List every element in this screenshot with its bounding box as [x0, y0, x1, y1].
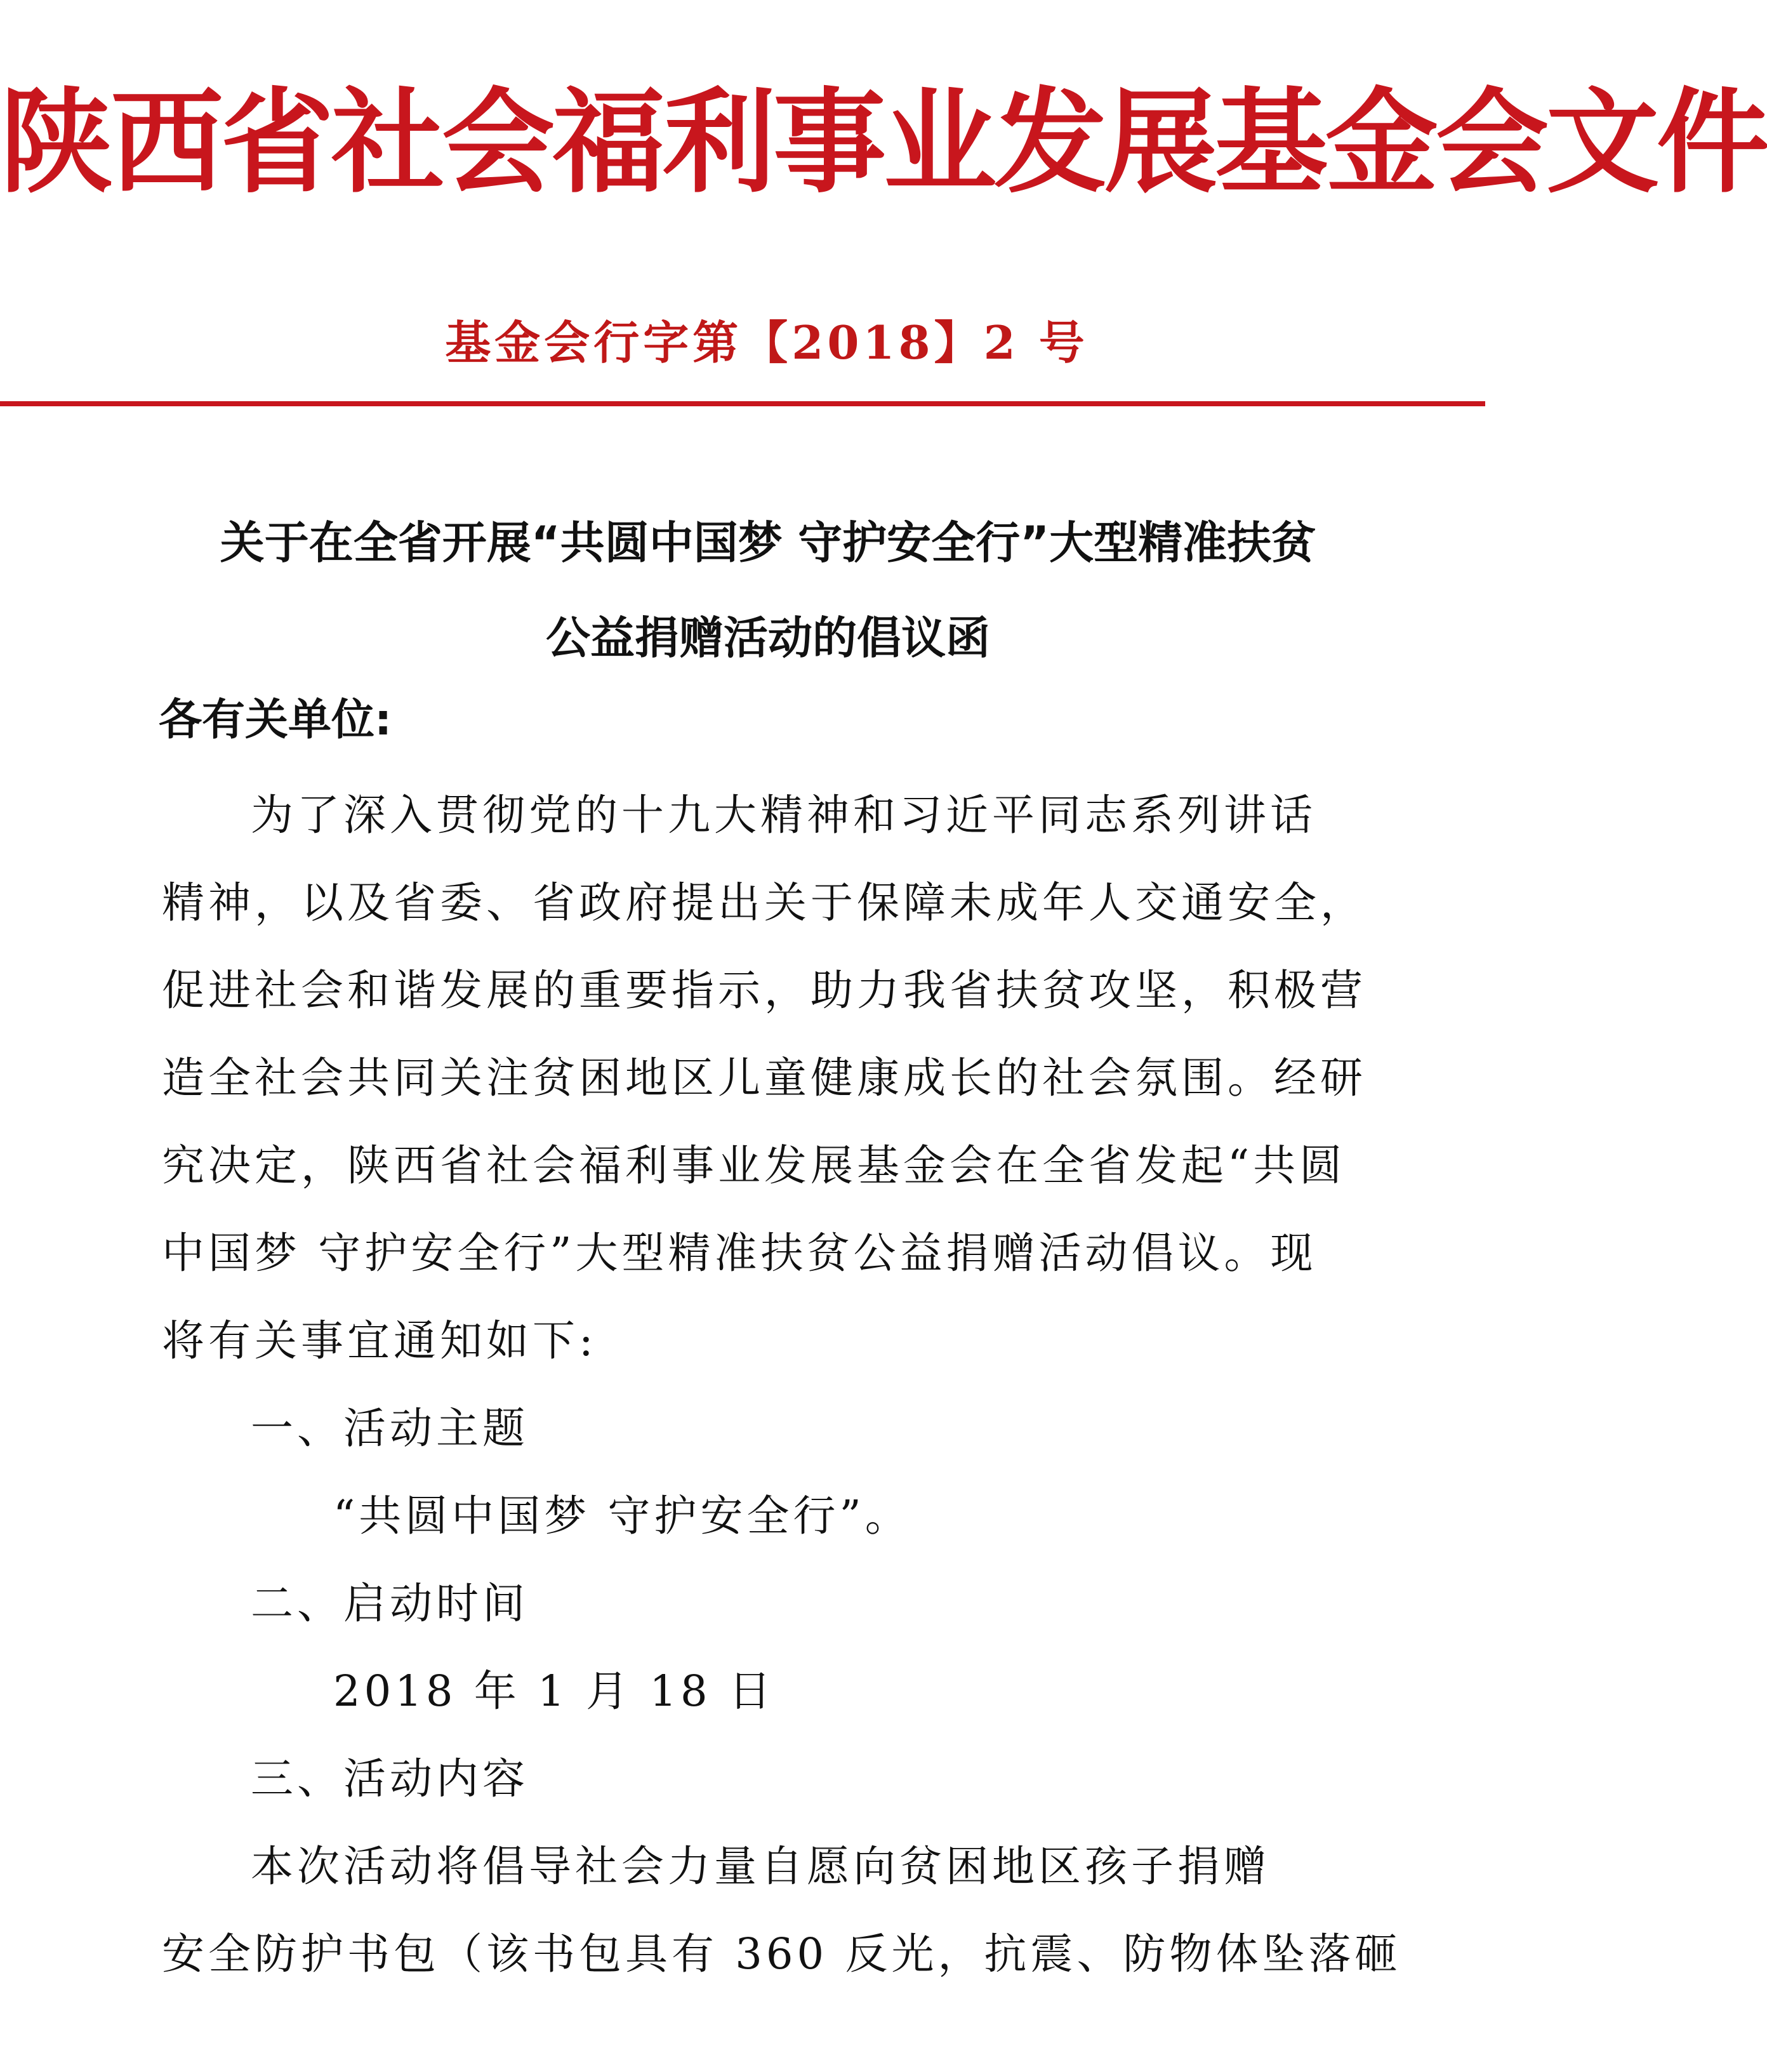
body-line: 精神，以及省委、省政府提出关于保障未成年人交通安全，	[162, 878, 1367, 927]
document-body	[162, 771, 1401, 1998]
body-line: 造全社会共同关注贫困地区儿童健康成长的社会氛围。经研	[162, 1053, 1367, 1103]
body-line: 促进社会和谐发展的重要指示，助力我省扶贫攻坚，积极营	[162, 966, 1367, 1015]
red-divider-line	[0, 401, 1485, 406]
title-line-1: 关于在全省开展“共圆中国梦 守护安全行”大型精准扶贫	[220, 517, 1316, 569]
body-line: 将有关事宜通知如下:	[162, 1316, 597, 1365]
title-line-2: 公益捐赠活动的倡议函	[546, 612, 990, 664]
section-heading-content: 三、活动内容	[251, 1754, 529, 1803]
section-content-line: 安全防护书包（该书包具有 360 反光，抗震、防物体坠落砸	[162, 1929, 1401, 1979]
document-number: 基金会行字第【2018】2 号	[445, 315, 1089, 369]
body-line: 究决定，陕西省社会福利事业发展基金会在全省发起“共圆	[162, 1141, 1346, 1190]
body-line: 为了深入贯彻党的十九大精神和习近平同志系列讲话	[251, 790, 1316, 840]
section-content-start-time: 2018 年 1 月 18 日	[333, 1666, 775, 1716]
document-title	[114, 495, 1422, 686]
salutation: 各有关单位:	[159, 695, 392, 745]
section-heading-start-time: 二、启动时间	[251, 1579, 529, 1628]
section-heading-theme: 一、活动主题	[251, 1404, 529, 1453]
section-content-theme: “共圆中国梦 守护安全行”。	[333, 1491, 911, 1541]
body-line: 中国梦 守护安全行”大型精准扶贫公益捐赠活动倡议。现	[162, 1228, 1317, 1278]
document-masthead: 陕西省社会福利事业发展基金会文件	[0, 77, 1767, 208]
section-content-line: 本次活动将倡导社会力量自愿向贫困地区孩子捐赠	[251, 1842, 1270, 1891]
